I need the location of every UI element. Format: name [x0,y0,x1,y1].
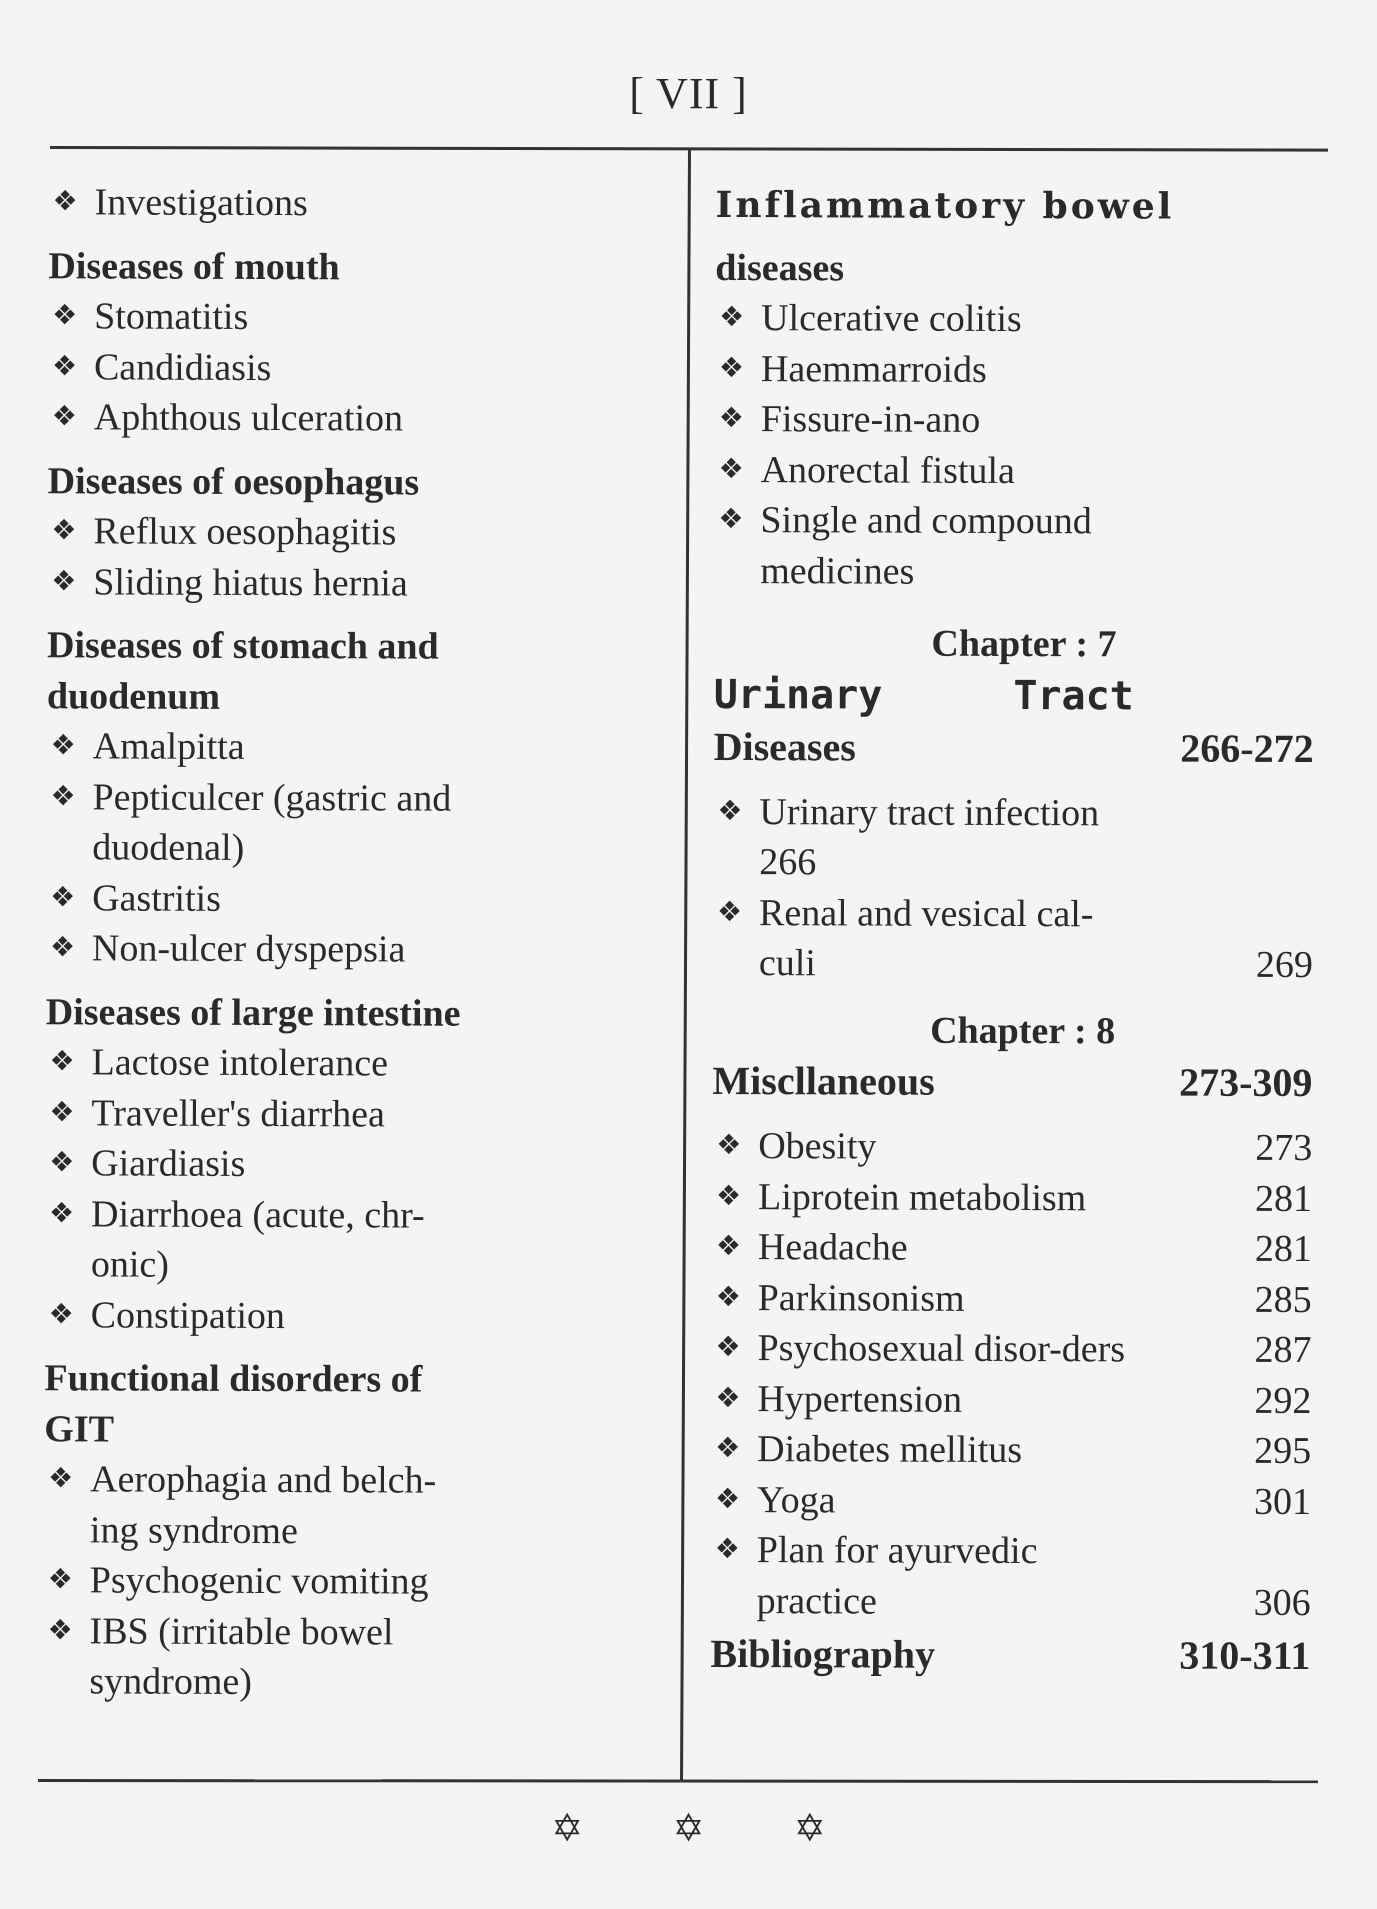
bullet-icon: ❖ [49,1147,75,1179]
footer-ornament-icon: ✡ ✡ ✡ [551,1808,866,1850]
bullet-icon: ❖ [48,1298,74,1330]
toc-page-number: 292 [1254,1379,1312,1422]
toc-page-number: 281 [1254,1227,1312,1271]
bullet-icon: ❖ [715,1331,741,1364]
bullet-icon: ❖ [51,401,77,433]
chapter-page-range: 273-309 [1179,1059,1313,1106]
section-heading: Diseases of mouth [48,244,340,288]
bullet-icon: ❖ [47,1564,73,1596]
bullet-icon: ❖ [715,1382,741,1414]
bullet-icon: ❖ [715,1281,741,1313]
bullet-icon: ❖ [719,301,745,334]
bullet-icon: ❖ [48,1463,74,1495]
bullet-icon: ❖ [717,896,743,928]
bullet-icon: ❖ [49,1096,75,1128]
toc-item: ❖ Aphthous ulceration [48,392,478,444]
bullet-icon: ❖ [718,453,744,485]
toc-page-number: 306 [1253,1581,1311,1624]
bullet-icon: ❖ [49,1046,75,1078]
bullet-icon: ❖ [717,795,743,827]
bullet-icon: ❖ [716,1180,742,1212]
toc-item: ❖ Gastritis [46,873,476,925]
toc-item: ❖ Single and compound medicines [714,495,1180,598]
bullet-icon: ❖ [714,1533,741,1566]
section-heading-continued: diseases [715,246,845,289]
toc-item: ❖ Pepticulcer (gastric and duodenal) [46,772,476,875]
toc-item: ❖ Constipation [45,1290,475,1342]
bullet-icon: ❖ [52,186,78,218]
bullet-icon: ❖ [50,881,76,913]
toc-item: ❖ IBS (irritable bowel syndrome) [43,1606,473,1709]
chapter-title-text: Miscllaneous [712,1057,935,1104]
chapter-title-line-1: Urinary Tract [713,671,1134,719]
bullet-icon: ❖ [718,503,744,536]
toc-page-number: 281 [1254,1177,1313,1220]
toc-page-number: 287 [1254,1328,1312,1372]
bibliography-entry [710,1628,1310,1682]
bullet-icon: ❖ [716,1129,742,1162]
toc-item: ❖ Psychosexual disor-ders 287 [711,1323,1311,1376]
chapter-title [714,668,1314,774]
section-heading: Diseases of stomach and duodenum [46,624,439,718]
section-heading: Diseases of oesophagus [47,459,420,504]
toc-item: ❖ Stomatitis [48,291,478,343]
chapter-title-line-2: Diseases [713,723,856,769]
toc-item: ❖ Aerophagia and belch-ing syndrome [44,1454,474,1557]
toc-item: ❖ Lactose intolerance [45,1037,475,1089]
toc-item: ❖ Non-ulcer dyspepsia [46,923,476,975]
section-heading: Functional disorders of GIT [44,1357,423,1450]
toc-item: ❖ Amalpitta [47,721,477,773]
chapter-label: Chapter : 8 [930,1009,1116,1052]
bullet-icon: ❖ [51,350,78,382]
toc-item: ❖ Anorectal fistula [715,444,1315,497]
toc-item: ❖ Yoga 301 [711,1474,1311,1527]
bullet-icon: ❖ [49,1197,75,1229]
bullet-icon: ❖ [47,1614,73,1646]
bullet-icon: ❖ [51,565,77,597]
toc-item: ❖ Ulcerative colitis [715,293,1315,346]
toc-item: ❖ Candidiasis [48,342,478,394]
page-number-inline: 266 [759,841,817,884]
section-heading: Inflammatory bowel [715,183,1175,228]
bullet-icon: ❖ [51,515,77,547]
bullet-icon: ❖ [49,932,76,964]
toc-item: ❖ Parkinsonism 285 [712,1272,1312,1325]
toc-item: ❖ Haemmarroids [715,343,1315,396]
toc-item: ❖ Urinary tract infection 266 [713,786,1179,889]
chapter-label: Chapter : 7 [931,622,1117,666]
toc-page-number: 301 [1253,1480,1312,1523]
toc-page-number: 285 [1254,1278,1312,1321]
toc-item: ❖ Fissure-in-ano [715,394,1315,447]
toc-item: ❖ Obesity 273 [712,1121,1312,1174]
bullet-icon: ❖ [50,730,76,762]
toc-item: ❖ Sliding hiatus hernia [47,557,477,609]
toc-item: ❖ Liprotein metabolism 281 [712,1171,1312,1224]
chapter-page-range: 266-272 [1180,725,1314,771]
bibliography-page-range: 310-311 [1179,1632,1311,1679]
chapter-title [712,1055,1312,1109]
bullet-icon: ❖ [714,1483,741,1515]
toc-item: ❖ Diarrhoea (acute, chr-onic) [45,1189,475,1292]
page-number: [ VII ] [629,69,748,118]
toc-page-number: 295 [1254,1429,1312,1473]
bullet-icon: ❖ [715,1432,741,1465]
toc-item: ❖ Traveller's diarrhea [45,1088,475,1140]
toc-item: ❖ Plan for ayurvedic practice 306 [711,1525,1311,1628]
section-heading: Diseases of large intestine [45,990,461,1035]
toc-item: ❖ Diabetes mellitus 295 [711,1424,1311,1477]
toc-item: ❖ Headache 281 [712,1222,1312,1275]
toc-item: ❖ Reflux oesophagitis [47,506,477,558]
toc-item: ❖ Hypertension 292 [711,1373,1311,1426]
bullet-icon: ❖ [50,780,76,812]
left-column [43,177,478,1708]
toc-item: ❖ Investigations [48,177,478,229]
bibliography-title: Bibliography [710,1630,936,1677]
right-column [710,180,1315,1682]
bottom-rule [38,1779,1318,1783]
toc-page-number: 273 [1255,1126,1313,1170]
bullet-icon: ❖ [52,300,78,332]
toc-item: ❖ Giardiasis [45,1138,475,1190]
toc-item: ❖ Psychogenic vomiting [44,1555,474,1607]
column-divider [680,150,691,1780]
bullet-icon: ❖ [718,402,744,435]
bullet-icon: ❖ [718,352,745,384]
toc-page-number: 269 [1255,943,1313,987]
bullet-icon: ❖ [715,1230,742,1263]
toc-item: ❖ Renal and vesical cal-culi 269 [713,887,1313,990]
